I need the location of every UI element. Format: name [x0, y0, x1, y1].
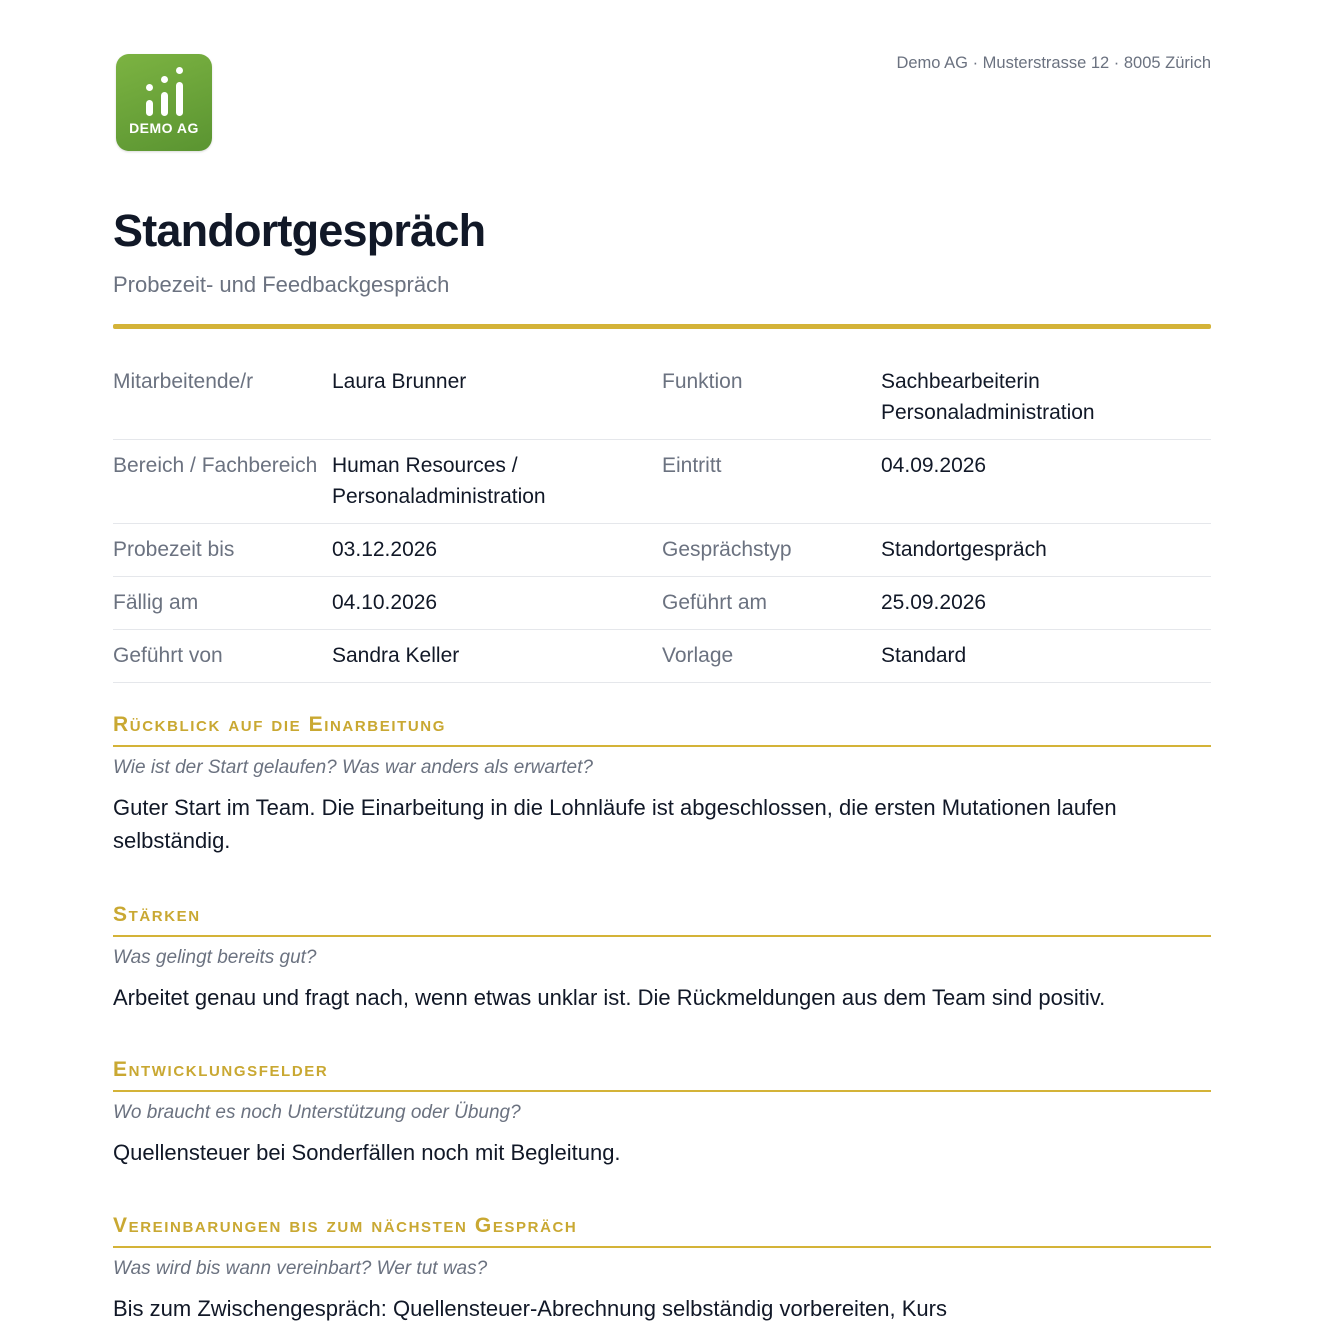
info-value: Standortgespräch [881, 524, 1211, 577]
logo-bars-icon [116, 74, 212, 116]
section-answer: Arbeitet genau und fragt nach, wenn etwas unklar ist. Die Rückmeldungen aus dem Team sind positiv. [113, 985, 1106, 1010]
info-row [113, 440, 1211, 524]
info-value: Sandra Keller [332, 630, 662, 683]
info-table [113, 356, 1211, 683]
section-heading: Stärken [113, 903, 1211, 937]
info-value: Standard [881, 630, 1211, 683]
section-question: Was wird bis wann vereinbart? Wer tut was? [113, 1258, 488, 1279]
info-label: Funktion [662, 356, 881, 440]
info-label: Bereich / Fachbereich [113, 440, 332, 524]
info-row [113, 356, 1211, 440]
info-label: Vorlage [662, 630, 881, 683]
page-title: Standortgespräch [113, 205, 486, 256]
company-logo [116, 54, 212, 151]
info-value: 25.09.2026 [881, 577, 1211, 630]
section-heading: Vereinbarungen bis zum nächsten Gespräch [113, 1214, 1211, 1248]
section-question: Was gelingt bereits gut? [113, 947, 317, 968]
info-row [113, 577, 1211, 630]
section-answer: Quellensteuer bei Sonderfällen noch mit Begleitung. [113, 1140, 621, 1165]
section-question: Wo braucht es noch Unterstützung oder Übung? [113, 1102, 521, 1123]
info-value: Sachbearbeiterin Personaladministration [881, 356, 1211, 440]
info-label: Probezeit bis [113, 524, 332, 577]
info-value: 03.12.2026 [332, 524, 662, 577]
info-label: Geführt von [113, 630, 332, 683]
section-heading: Entwicklungsfelder [113, 1058, 1211, 1092]
info-label: Geführt am [662, 577, 881, 630]
page-subtitle: Probezeit- und Feedbackgespräch [113, 272, 450, 297]
info-label: Mitarbeitende/r [113, 356, 332, 440]
section-entwicklungsfelder [113, 1058, 1211, 1169]
title-divider [113, 324, 1211, 329]
section-answer: Bis zum Zwischengespräch: Quellensteuer-Abrechnung selbständig vorbereiten, Kurs [113, 1296, 947, 1321]
section-question: Wie ist der Start gelaufen? Was war anders als erwartet? [113, 757, 593, 778]
info-value: 04.09.2026 [881, 440, 1211, 524]
info-label: Fällig am [113, 577, 332, 630]
company-address: Demo AG · Musterstrasse 12 · 8005 Zürich [896, 54, 1211, 72]
section-staerken [113, 903, 1211, 1014]
info-value: Human Resources / Personaladministration [332, 440, 662, 524]
section-rueckblick [113, 713, 1211, 857]
section-vereinbarungen [113, 1214, 1211, 1325]
info-label: Gesprächstyp [662, 524, 881, 577]
section-heading: Rückblick auf die Einarbeitung [113, 713, 1211, 747]
info-value: Laura Brunner [332, 356, 662, 440]
info-label: Eintritt [662, 440, 881, 524]
logo-label: DEMO AG [129, 120, 199, 136]
info-row [113, 630, 1211, 683]
info-row [113, 524, 1211, 577]
info-value: 04.10.2026 [332, 577, 662, 630]
section-answer: Guter Start im Team. Die Einarbeitung in die Lohnläufe ist abgeschlossen, die ersten Mutationen laufen selbständig. [113, 795, 1117, 853]
